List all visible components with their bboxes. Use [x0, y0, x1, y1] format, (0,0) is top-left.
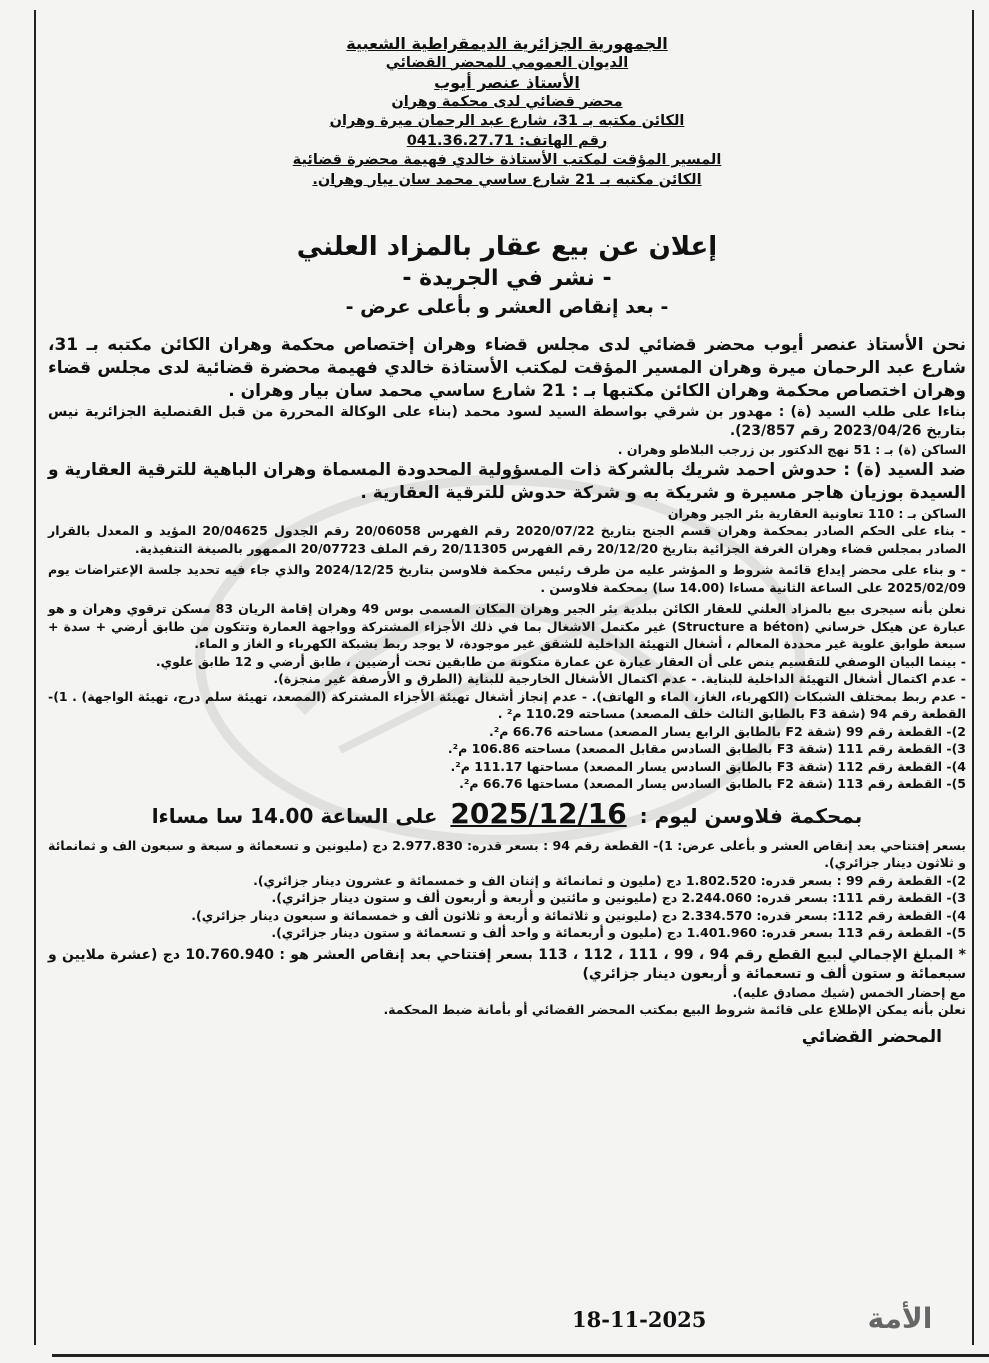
interim-manager: المسير المؤقت لمكتب الأستاذة خالدي فهيمة محضرة قضائية [292, 152, 722, 168]
office-line: الديوان العمومي للمحضر القضائي [385, 54, 629, 71]
document-body [48, 34, 966, 1047]
publication-date: 18-11-2025 [572, 1307, 707, 1332]
incomplete-line-2: - عدم ربط بمختلف الشبكات (الكهرباء، الغاز، الماء و الهاتف). - عدم إنجاز أشغال تهيئة الأجزاء المشتركة (المصعد، تهيئة سلم درج، تهيئة الواجهة) . 1)- القطعة رقم 94 (شقة F3 بالطابق الثالث خلف المصعد) مساحته 110.29 م² . [48, 688, 966, 721]
page-title: إعلان عن بيع عقار بالمزاد العلني [296, 232, 718, 262]
price-item: 3)- القطعة رقم 111: بسعر قدره: 2.244.060 دج (مليونين و مائتين و أربعة و أربعون ألف و ستون دينار جزائري). [271, 890, 966, 905]
republic-line: الجمهورية الجزائرية الديمقراطية الشعبية [346, 34, 668, 53]
lot-item: 4)- القطعة رقم 112 (شقة F3 بالطابق السادس يسار المصعد) مساحتها 111.17 م². [450, 758, 966, 774]
lot-item: 5)- القطعة رقم 113 (شقة F2 بالطابق السادس يسار المصعد) مساحتها 66.76 م². [459, 776, 966, 791]
court-time: على الساعة 14.00 سا مساءا [151, 803, 438, 828]
office-address: الكائن مكتبه بـ 31، شارع عبد الرحمان ميرة وهران [329, 113, 685, 129]
fifth-requirement: مع إحضار الخمس (شيك مصادق عليه). [732, 984, 966, 1000]
subtitle-publish: - نشر في الجريدة - [402, 266, 612, 291]
intro-paragraph: نحن الأستاذ عنصر أيوب محضر قضائي لدى مجلس قضاء وهران إختصاص محكمة وهران الكائن مكتبه بـ 31، شارع عبد الرحمان ميرة وهران المسير المؤقت لمكتب الأستاذة خالدي فهيمة محضرة قضائية لدى مجلس قضاء وهران اختصاص محكمة وهران الكائن مكتبها بـ : 21 شارع ساسي محمد سان بيار وهران . [48, 335, 966, 401]
statement-paragraph: - بينما البيان الوصفي للتقسيم ينص على أن العقار عبارة عن عمارة متكونة من طابقين تحت أرضيين ، طابق أرضي و 12 طابق علوي. [155, 653, 966, 669]
announce-paragraph: نعلن بأنه سيجرى بيع بالمزاد العلني للعقار الكائن ببلدية بئر الجير وهران المكان المسمى بوس 49 وهران إقامة الريان 83 مسكن ترقوي وهران و هو عبارة عن هيكل خرساني (Structure a béton) غير مكتمل الاشغال بما في ذلك الأجزاء المشتركة وواجهة العمارة وتتكون من طابق أرضي + سدة + سبعة طوابق علوية غير محددة المعالم ، أشغال التهيئة الداخلية للشقق غير موجودة، لا يوجد ربط بشبكة الكهرباء و الغاز و الماء. [48, 601, 967, 651]
auction-date-line [48, 797, 966, 833]
residing-requester: الساكن (ة) بـ : 51 نهج الدكتور بن زرجب البلاطو وهران . [617, 442, 966, 457]
judgment-paragraph: - بناء على الحكم الصادر بمحكمة وهران قسم الجنح بتاريخ 2020/07/22 رقم الفهرس 20/06058 رقم الجدول 20/04625 المؤيد و المعدل بالقرار الصادر بمجلس قضاء وهران الغرفة الجزائية بتاريخ 20/12/20 رقم الفهرس 20/11305 رقم الملف 20/07723 الممهور بالصيغة التنفيذية. [48, 523, 966, 556]
lot-item: 2)- القطعة رقم 99 (شقة F2 بالطابق الرابع يسار المصعد) مساحته 66.76 م². [489, 723, 966, 739]
interim-address: الكائن مكتبه بـ 21 شارع ساسي محمد سان بيار وهران. [312, 171, 702, 188]
total-amount: * المبلغ الإجمالي لبيع القطع رقم 94 ، 99 ، 111 ، 112 ، 113 بسعر إفتتاحي بعد إنقاص العشر هو : 10.760.940 دج (عشرة ملايين و سبعمائة و ستون ألف و تسعمائة و أربعون دينار جزائري) [48, 946, 966, 982]
price-item: 5)- القطعة رقم 113 بسعر قدره: 1.401.960 دج (مليون و أربعمائة و واحد ألف و تسعمائة و ستون دينار جزائري). [271, 925, 966, 940]
conditions-notice: نعلن بأنه يمكن الإطلاع على قائمة شروط البيع بمكتب المحضر القضائي أو بأمانة ضبط المحكمة. [383, 1002, 966, 1017]
residing-defendant: الساكن بـ : 110 تعاونية العقارية بئر الجير وهران [667, 505, 966, 521]
subtitle-condition: - بعد إنقاص العشر و بأعلى عرض - [345, 296, 669, 318]
newspaper-logo-icon [840, 1296, 960, 1340]
bailiff-name: الأستاذ عنصر أيوب [434, 73, 580, 92]
court-prefix: بمحكمة فلاوسن ليوم : [639, 803, 863, 828]
lot-item: 3)- القطعة رقم 111 (شقة F3 بالطابق السادس مقابل المصعد) مساحته 106.86 م². [447, 741, 966, 756]
price-intro: بسعر إفتتاحي بعد إنقاص العشر و بأعلى عرض: 1)- القطعة رقم 94 : بسعر قدره: 2.977.830 دج (مليونين و تسعمائة و سبعة و سبعون الف و ثمانمائة و ثلاثون دينار جزائري). [48, 837, 967, 870]
bailiff-court: محضر قضائي لدى محكمة وهران [391, 93, 623, 110]
notice-text [48, 334, 966, 1047]
bottom-rule [52, 1354, 989, 1357]
price-item: 2)- القطعة رقم 99 : بسعر قدره: 1.802.520 دج (مليون و ثمانمائة و إثنان الف و خمسمائة و عشرون دينار جزائري). [253, 872, 966, 888]
against-paragraph: ضد السيد (ة) : حدوش احمد شريك بالشركة ذات المسؤولية المحدودة المسماة وهران الباهية للترقية العقارية و السيدة بوزيان هاجر مسيرة و شريكة به و شركة حدوش للترقية العقارية . [48, 459, 966, 503]
letterhead [48, 34, 966, 190]
svg-text:الأمة: الأمة [867, 1302, 933, 1335]
incomplete-line-1: - عدم اكتمال أشغال التهيئة الداخلية للبناية. - عدم اكتمال الأشغال الخارجية للبناية (الطرق و الأرصفة غير منجزة). [273, 671, 966, 686]
phone-line: رقم الهاتف: 041.36.27.71 [406, 132, 608, 149]
auction-date: 2025/12/16 [450, 796, 627, 830]
request-paragraph: بناءا على طلب السيد (ة) : مهدور بن شرقي بواسطة السيد لسود محمد (بناء على الوكالة المحررة من قبل القنصلية الجزائرية نيس بتاريخ 2023/04/26 رقم 23/857). [48, 404, 966, 439]
titles [48, 230, 966, 320]
deposit-paragraph: - و بناء على محضر إيداع قائمة شروط و المؤشر عليه من طرف رئيس محكمة فلاوسن بتاريخ 2024/12/25 والذي جاء فيه تحديد جلسة الإعتراضات يوم 2025/02/09 على الساعة الثانية مساءا (14.00 سا) بمحكمة فلاوسن . [48, 562, 966, 595]
price-item: 4)- القطعة رقم 112: بسعر قدره: 2.334.570 دج (مليونين و ثلاثمائة و أربعة و ثلاثون ألف و خمسمائة و سبعون دينار جزائري). [191, 907, 966, 923]
signature: المحضر القضائي [801, 1026, 942, 1047]
